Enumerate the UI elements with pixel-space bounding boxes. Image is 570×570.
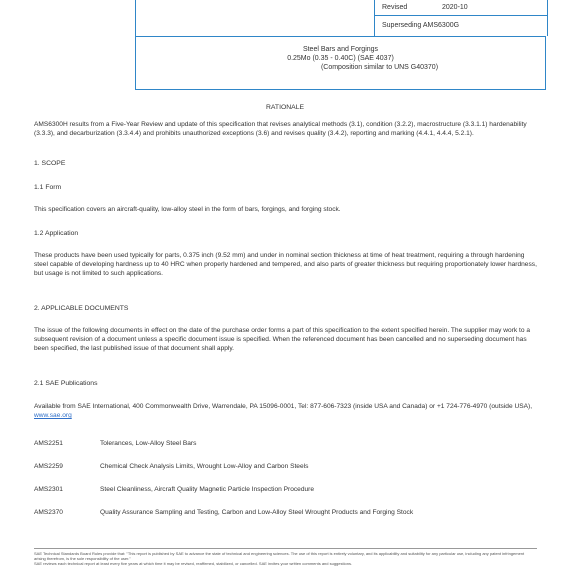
header-row-rule (374, 15, 547, 16)
footer-disclaimer-2: SAE reviews each technical report at least every five years at which time it may be revised, reaffirmed, stabilized, or cancelled. SAE invites your written comments and suggestions. (34, 561, 353, 566)
section-1-1-text: This specification covers an aircraft-quality, low-alloy steel in the form of bars, forgings, and forging stock. (34, 206, 341, 213)
reference-code: AMS2251 (34, 440, 63, 447)
header-info-box (135, 0, 548, 36)
header-divider (374, 0, 375, 36)
reference-title: Tolerances, Low-Alloy Steel Bars (100, 440, 197, 447)
reference-title: Steel Cleanliness, Aircraft Quality Magnetic Particle Inspection Procedure (100, 486, 315, 493)
reference-code: AMS2301 (34, 486, 63, 493)
revised-date: 2020-10 (442, 4, 468, 11)
reference-title: Quality Assurance Sampling and Testing, Carbon and Low-Alloy Steel Wrought Products and Forging Stock (100, 509, 414, 516)
reference-code: AMS2370 (34, 509, 63, 516)
rationale-text: AMS6300H results from a Five-Year Review and update of this specification that revises analytical methods (3.1), condition (3.2.2), macrostructure (3.3.1.1) hardenability (3.3.3), and decarburization (3.3.4.4) and prohibits unauthorized exceptions (3.6) and revises quality (3.4.2), reporting and marking (4.4.1, 4.4.4, 5.2.1). (34, 121, 527, 137)
rationale-heading: RATIONALE (265, 104, 305, 111)
reference-row (34, 486, 314, 493)
reference-title: Chemical Check Analysis Limits, Wrought Low-Alloy and Carbon Steels (100, 463, 309, 470)
footer-rule (34, 548, 537, 549)
title-line-1: Steel Bars and Forgings (302, 46, 379, 53)
section-2-text: The issue of the following documents in effect on the date of the purchase order forms a part of this specification to the extent specified herein. The supplier may work to a subsequent revision of a document unless a specific document issue is specified. When the referenced document has been cancelled and no superseding document has been specified, the last published issue of that document shall apply. (34, 327, 531, 352)
section-1-2-heading: 1.2 Application (34, 230, 79, 237)
reference-row (34, 440, 196, 447)
section-1-1-heading: 1.1 Form (34, 184, 62, 191)
title-line-2: 0.25Mo (0.35 - 0.40C) (SAE 4037) (287, 55, 394, 62)
section-2-1-text (34, 402, 537, 420)
footer-disclaimer-1: SAE Technical Standards Board Rules provide that: "This report is published by SAE to advance the state of technical and engineering sciences. The use of this report is entirely voluntary, and its applicability and suitability for any particular use, including any patent infringement arising therefrom, is the sole responsibility of the user." (34, 551, 525, 561)
section-1-heading: 1. SCOPE (34, 160, 66, 167)
revised-label: Revised (382, 4, 408, 11)
reference-row (34, 509, 413, 516)
section-2-heading: 2. APPLICABLE DOCUMENTS (34, 305, 129, 312)
reference-row (34, 463, 308, 470)
superseding-text: Superseding AMS6300G (382, 22, 460, 29)
sae-website-link[interactable]: www.sae.org (34, 412, 72, 419)
revised-row (382, 4, 468, 11)
sae-availability-text: Available from SAE International, 400 Commonwealth Drive, Warrendale, PA 15096-0001, Tel: 877-606-7323 (inside USA and Canada) or +1 724-776-4970 (outside USA), (34, 403, 533, 410)
title-line-3: (Composition similar to UNS G40370) (320, 64, 439, 71)
section-1-2-text: These products have been used typically for parts, 0.375 inch (9.52 mm) and under in nominal section thickness at time of heat treatment, requiring a through hardening steel capable of developing hardness up to 40 HRC when properly hardened and tempered, and also parts of greater thickness but requiring proportionately lower hardness, but usage is not limited to such applications. (34, 252, 537, 277)
section-2-1-heading: 2.1 SAE Publications (34, 380, 98, 387)
reference-code: AMS2259 (34, 463, 63, 470)
document-title-box (135, 36, 546, 90)
superseding-row (382, 22, 459, 29)
